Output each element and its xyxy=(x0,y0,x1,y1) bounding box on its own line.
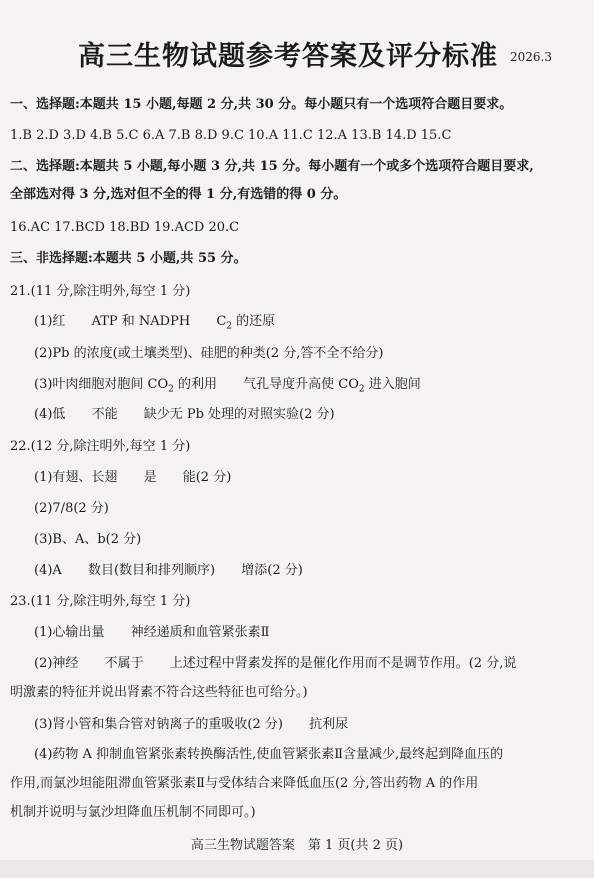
section2-heading-line2: 全部选对得 3 分,选对但不全的得 1 分,有选错的得 0 分。 xyxy=(10,187,347,202)
q21-a3-part2: 气孔导度升高使 $CO_2$ 进入胞间 xyxy=(243,377,421,395)
section2-answers: 16.AC 17.BCD 18.BD 19.ACD 20.C xyxy=(10,220,240,235)
q22-head: 22.(12 分,除注明外,每空 1 分) xyxy=(10,439,191,454)
q22-a1-part2: 是 xyxy=(143,470,157,485)
q22-answer-4 xyxy=(34,562,303,580)
q21-a1-part1: (1)红 xyxy=(34,314,66,329)
q21-a4-part1: (4)低 xyxy=(34,407,66,422)
q21-answer-3 xyxy=(34,376,421,399)
q23-a2-part3: 上述过程中肾素发挥的是催化作用而不是调节作用。(2 分,说 xyxy=(169,656,517,671)
q23-a2-part1: (2)神经 xyxy=(34,656,79,671)
page-title: 高三生物试题参考答案及评分标准 xyxy=(78,41,498,72)
section1-heading: 一、选择题:本题共 15 小题,每题 2 分,共 30 分。每小题只有一个选项符合题目要求。 xyxy=(10,97,513,112)
q23-answer-2 xyxy=(34,655,516,673)
q21-a4-part3: 缺少无 Pb 处理的对照实验(2 分) xyxy=(143,407,335,422)
q22-a4-part1: (4)A xyxy=(34,563,62,578)
q23-a3-part2: 抗利尿 xyxy=(309,717,349,732)
q22-answer-1 xyxy=(34,469,231,487)
q23-a1-part2: 神经递质和血管紧张素Ⅱ xyxy=(130,625,270,640)
q21-answer-1 xyxy=(34,313,275,336)
q22-answer-3: (3)B、A、b(2 分) xyxy=(34,532,142,547)
q23-a1-part1: (1)心输出量 xyxy=(34,625,105,640)
q22-a4-part2: 数目(数目和排列顺序) xyxy=(87,563,216,578)
q21-a1-part3: $C_2$ 的还原 xyxy=(216,314,276,332)
q23-answer-2-cont: 明激素的特征并说出肾素不符合这些特征也可给分。) xyxy=(10,685,308,700)
section1-answers: 1.B 2.D 3.D 4.B 5.C 6.A 7.B 8.D 9.C 10.A 11.C 12.A 13.B 14.D 15.C xyxy=(10,128,452,143)
q21-a1-part2: ATP 和 NADPH xyxy=(91,314,191,329)
q21-a3-part1: (3)叶肉细胞对胞间 $CO_2$ 的利用 xyxy=(34,377,218,395)
q21-answer-4 xyxy=(34,406,335,424)
q23-answer-4-line3: 机制并说明与氯沙坦降血压机制不同即可。) xyxy=(10,805,256,820)
q23-head: 23.(11 分,除注明外,每空 1 分) xyxy=(10,594,191,609)
q22-a4-part3: 增添(2 分) xyxy=(241,563,303,578)
q23-answer-4-line1: (4)药物 A 抑制血管紧张素转换酶活性,使血管紧张素Ⅱ含量减少,最终起到降血压的 xyxy=(34,747,504,762)
page-footer: 高三生物试题答案 第 1 页(共 2 页) xyxy=(190,838,404,853)
q22-a1-part3: 能(2 分) xyxy=(182,470,232,485)
q21-a4-part2: 不能 xyxy=(91,407,118,422)
section2-heading-line1: 二、选择题:本题共 5 小题,每小题 3 分,共 15 分。每小题有一个或多个选项符合题目要求, xyxy=(10,159,534,174)
scan-bottom-band xyxy=(0,860,594,878)
q23-a2-part2: 不属于 xyxy=(104,656,144,671)
q21-head: 21.(11 分,除注明外,每空 1 分) xyxy=(10,284,191,299)
q22-answer-2: (2)7/8(2 分) xyxy=(34,501,109,516)
q23-answer-3 xyxy=(34,716,348,734)
q22-a1-part1: (1)有翅、长翅 xyxy=(34,470,118,485)
exam-date: 2026.3 xyxy=(510,50,552,64)
q21-answer-2: (2)Pb 的浓度(或土壤类型)、硅肥的种类(2 分,答不全不给分) xyxy=(34,346,384,361)
section3-heading: 三、非选择题:本题共 5 小题,共 55 分。 xyxy=(10,251,247,266)
q23-a3-part1: (3)肾小管和集合管对钠离子的重吸收(2 分) xyxy=(34,717,283,732)
header xyxy=(0,34,594,74)
q23-answer-1 xyxy=(34,624,269,642)
q23-answer-4-line2: 作用,而氯沙坦能阻滞血管紧张素Ⅱ与受体结合来降低血压(2 分,答出药物 A 的作用 xyxy=(10,776,479,791)
